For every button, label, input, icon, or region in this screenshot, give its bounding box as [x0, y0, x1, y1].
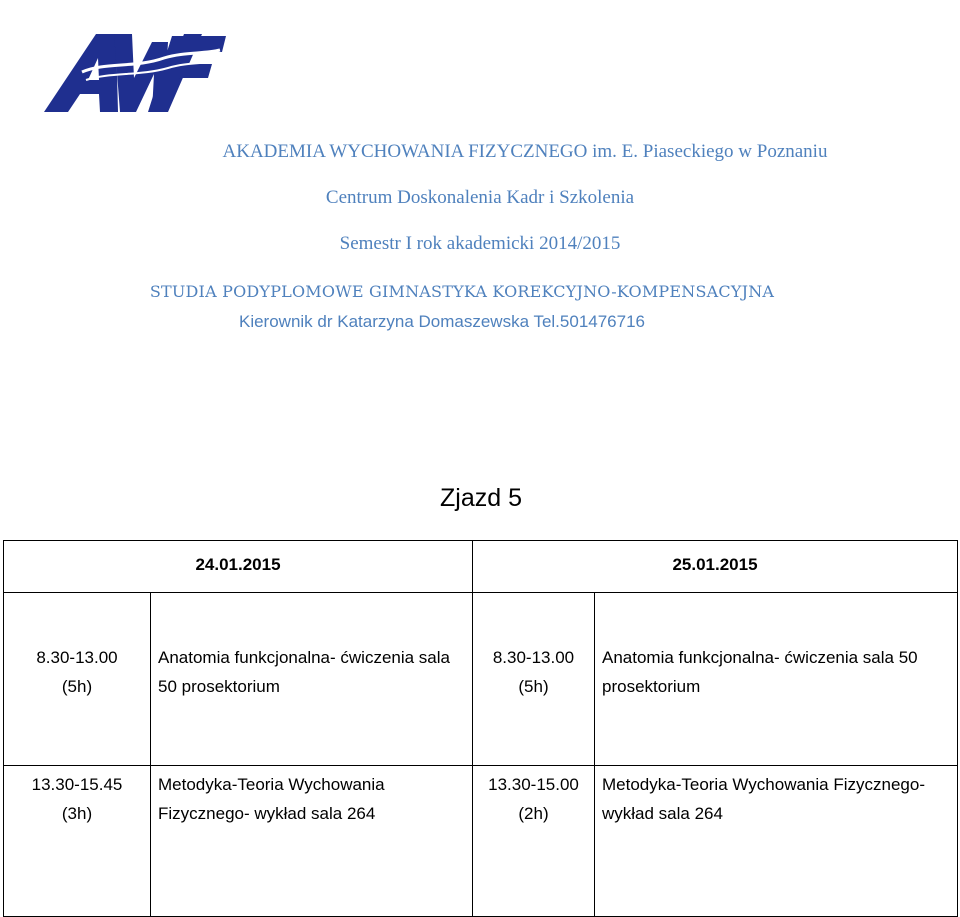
time-cell [4, 766, 151, 917]
time-range: 8.30-13.00 [36, 648, 118, 667]
date-day2: 25.01.2015 [473, 541, 958, 593]
time-cell [473, 766, 595, 917]
hours-count: (3h) [61, 804, 93, 823]
time-cell [473, 593, 595, 766]
date-day1: 24.01.2015 [4, 541, 473, 593]
time-range: 8.30-13.00 [492, 648, 575, 667]
director-line: Kierownik dr Katarzyna Domaszewska Tel.501476716 [238, 312, 646, 331]
subject-cell: Anatomia funkcjonalna- ćwiczenia sala 50 prosektorium [595, 593, 958, 766]
subject-cell: Metodyka-Teoria Wychowania Fizycznego- wykład sala 264 [151, 766, 473, 917]
awf-logo-icon [44, 28, 226, 114]
semester-title: Semestr I rok akademicki 2014/2015 [339, 233, 621, 254]
subject-cell: Anatomia funkcjonalna- ćwiczenia sala 50 prosektorium [151, 593, 473, 766]
time-range: 13.30-15.45 [31, 775, 123, 794]
table-row [4, 766, 958, 917]
schedule-table [3, 540, 958, 917]
subject-cell: Metodyka-Teoria Wychowania Fizycznego- wykład sala 264 [595, 766, 958, 917]
hours-count: (5h) [518, 677, 549, 696]
hours-count: (5h) [61, 677, 93, 696]
hours-count: (2h) [518, 804, 549, 823]
institution-title: AKADEMIA WYCHOWANIA FIZYCZNEGO im. E. Piaseckiego w Poznaniu [222, 141, 828, 162]
time-range: 13.30-15.00 [488, 775, 579, 794]
center-title: Centrum Doskonalenia Kadr i Szkolenia [325, 187, 635, 208]
date-header-row [4, 541, 958, 593]
session-title: Zjazd 5 [440, 484, 522, 512]
time-cell [4, 593, 151, 766]
table-row [4, 593, 958, 766]
program-title: STUDIA PODYPLOMOWE GIMNASTYKA KOREKCYJNO-KOMPENSACYJNA [149, 282, 775, 301]
